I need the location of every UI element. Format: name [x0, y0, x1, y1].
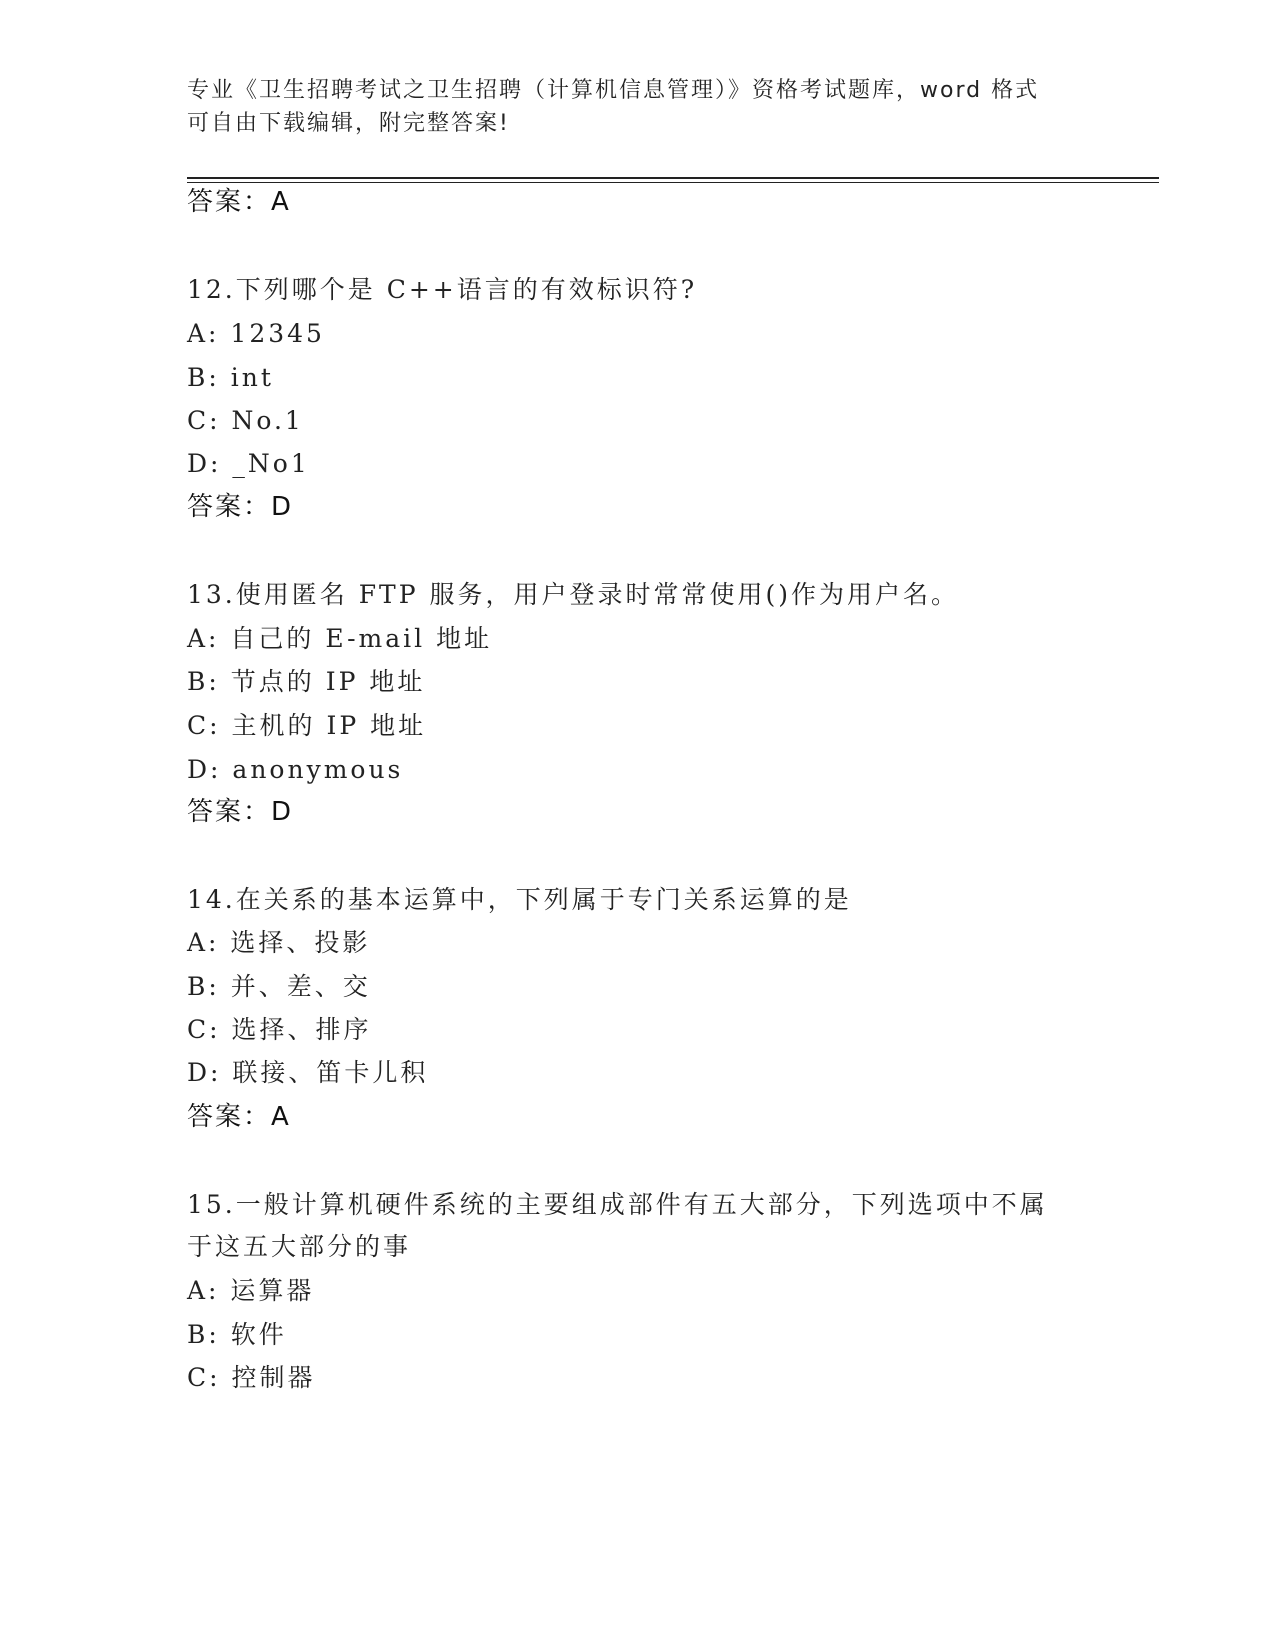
header-line-2: 可自由下载编辑，附完整答案! [187, 111, 510, 136]
question-14-answer: 答案：A [187, 1102, 291, 1132]
previous-answer: 答案：A [187, 187, 291, 217]
header-divider-thin [187, 182, 1159, 183]
question-14-stem: 14.在关系的基本运算中，下列属于专门关系运算的是 [187, 885, 852, 914]
question-13-option-b: B: 节点的 IP 地址 [187, 667, 426, 696]
question-13-answer: 答案：D [187, 797, 294, 827]
question-14-option-a: A: 选择、投影 [187, 928, 371, 957]
question-12-option-a: A: 12345 [187, 319, 325, 348]
question-15-option-a: A: 运算器 [187, 1276, 315, 1305]
question-15-stem-line-1: 15.一般计算机硬件系统的主要组成部件有五大部分，下列选项中不属 [187, 1190, 1048, 1219]
question-13-option-d: D: anonymous [187, 755, 404, 784]
question-13-stem: 13.使用匿名 FTP 服务，用户登录时常常使用()作为用户名。 [187, 580, 960, 609]
question-14-option-d: D: 联接、笛卡儿积 [187, 1058, 429, 1087]
question-15-stem-line-2: 于这五大部分的事 [187, 1232, 412, 1261]
question-13-option-c: C: 主机的 IP 地址 [187, 711, 427, 740]
question-12-option-b: B: int [187, 363, 274, 392]
header-line-1: 专业《卫生招聘考试之卫生招聘（计算机信息管理）》资格考试题库，word 格式 [187, 78, 1040, 103]
question-13-option-a: A: 自己的 E-mail 地址 [187, 624, 493, 653]
question-15-option-b: B: 软件 [187, 1320, 287, 1349]
question-14-option-b: B: 并、差、交 [187, 972, 371, 1001]
question-12-answer: 答案：D [187, 492, 294, 522]
header-divider-thick [187, 177, 1159, 179]
question-14-option-c: C: 选择、排序 [187, 1015, 372, 1044]
question-12-stem: 12.下列哪个是 C++语言的有效标识符? [187, 275, 698, 304]
question-15-option-c: C: 控制器 [187, 1363, 316, 1392]
question-12-option-c: C: No.1 [187, 406, 304, 435]
document-header [187, 74, 1087, 140]
question-12-option-d: D: _No1 [187, 449, 310, 478]
